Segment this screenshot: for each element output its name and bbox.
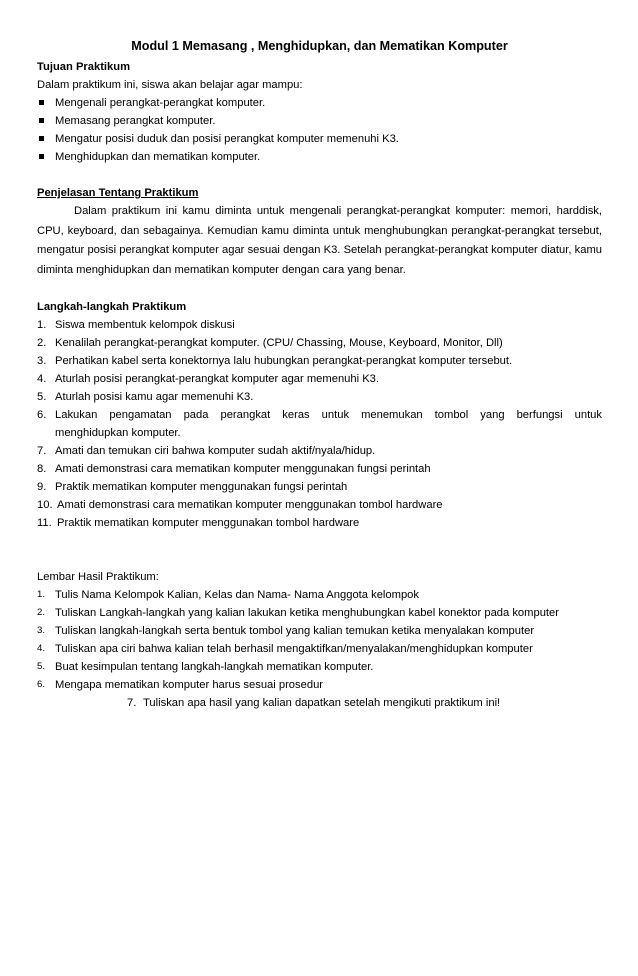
tujuan-item	[37, 112, 602, 130]
langkah-number: 6.	[37, 409, 47, 421]
langkah-number: 4.	[37, 373, 47, 385]
langkah-number: 1.	[37, 319, 47, 331]
langkah-item	[37, 334, 602, 352]
square-bullet-icon	[39, 154, 44, 159]
lembar-text: Tulis Nama Kelompok Kalian, Kelas dan Nama- Nama Anggota kelompok	[55, 589, 419, 601]
langkah-text-continuation: menghidupkan komputer.	[55, 427, 181, 439]
square-bullet-icon	[39, 100, 44, 105]
tujuan-item	[37, 148, 602, 166]
lembar-number: 2.	[37, 607, 46, 618]
square-bullet-icon	[39, 136, 44, 141]
langkah-item	[37, 352, 602, 370]
langkah-item	[37, 442, 602, 460]
lembar-item-last	[37, 694, 602, 712]
tujuan-item-text: Memasang perangkat komputer.	[55, 115, 216, 127]
lembar-item	[37, 622, 602, 640]
lembar-number: 5.	[37, 661, 46, 672]
lembar-number: 1.	[37, 589, 46, 600]
tujuan-item-text: Mengatur posisi duduk dan posisi perangkat komputer memenuhi K3.	[55, 133, 399, 145]
lembar-item	[37, 604, 602, 622]
langkah-item	[37, 514, 602, 532]
lembar-text: Tuliskan apa ciri bahwa kalian telah berhasil mengaktifkan/menyalakan/menghidupkan komputer	[55, 643, 533, 655]
langkah-item	[37, 496, 602, 514]
langkah-number: 10.	[37, 499, 53, 511]
langkah-item	[37, 388, 602, 406]
langkah-item	[37, 370, 602, 388]
langkah-item	[37, 460, 602, 478]
tujuan-item	[37, 94, 602, 112]
langkah-number: 9.	[37, 481, 47, 493]
langkah-number: 8.	[37, 463, 47, 475]
langkah-number: 11.	[37, 517, 52, 529]
lembar-item	[37, 658, 602, 676]
langkah-text: Aturlah posisi kamu agar memenuhi K3.	[55, 391, 254, 403]
langkah-number: 7.	[37, 445, 47, 457]
tujuan-list	[37, 94, 602, 166]
langkah-list	[37, 316, 602, 532]
lembar-item	[37, 640, 602, 658]
square-bullet-icon	[39, 118, 44, 123]
lembar-heading: Lembar Hasil Praktikum:	[37, 571, 159, 583]
langkah-text: Lakukan pengamatan pada perangkat keras untuk menemukan tombol yang berfungsi untuk	[55, 409, 602, 421]
lembar-number: 3.	[37, 625, 46, 636]
langkah-text: Amati dan temukan ciri bahwa komputer sudah aktif/nyala/hidup.	[55, 445, 376, 457]
tujuan-item-text: Mengenali perangkat-perangkat komputer.	[55, 97, 266, 109]
lembar-number: 6.	[37, 679, 46, 690]
lembar-text: Buat kesimpulan tentang langkah-langkah mematikan komputer.	[55, 661, 374, 673]
langkah-number: 5.	[37, 391, 47, 403]
penjelasan-paragraph: Dalam praktikum ini kamu diminta untuk mengenali perangkat-perangkat komputer: memori, harddisk, CPU, keyboard, dan sebagainya. Kemudian kamu diminta untuk menghubungkan perangkat-perangkat tersebut, mengatur posisi perangkat komputer agar sesuai dengan K3. Setelah perangkat-perangkat komputer diatur, kamu diminta menghidupkan dan mematikan komputer dengan cara yang benar.	[37, 205, 602, 276]
langkah-text: Aturlah posisi perangkat-perangkat komputer agar memenuhi K3.	[55, 373, 379, 385]
langkah-item	[37, 478, 602, 496]
langkah-text: Praktik mematikan komputer menggunakan tombol hardware	[57, 517, 360, 529]
langkah-text: Amati demonstrasi cara mematikan komputer menggunakan tombol hardware	[57, 499, 443, 511]
langkah-item	[37, 316, 602, 334]
lembar-text: Tuliskan apa hasil yang kalian dapatkan setelah mengikuti praktikum ini!	[143, 697, 501, 709]
lembar-list	[37, 586, 602, 694]
langkah-item	[37, 406, 602, 442]
langkah-text: Amati demonstrasi cara mematikan komputer menggunakan fungsi perintah	[55, 463, 431, 475]
lembar-text: Tuliskan Langkah-langkah yang kalian lakukan ketika menghubungkan kabel konektor pada komputer	[55, 607, 559, 619]
tujuan-heading: Tujuan Praktikum	[37, 61, 131, 73]
document-page	[37, 36, 602, 712]
langkah-text: Perhatikan kabel serta konektornya lalu hubungkan perangkat-perangkat komputer tersebut.	[55, 355, 513, 367]
langkah-text: Praktik mematikan komputer menggunakan fungsi perintah	[55, 481, 348, 493]
lembar-item	[37, 676, 602, 694]
langkah-number: 2.	[37, 337, 47, 349]
lembar-text: Mengapa mematikan komputer harus sesuai prosedur	[55, 679, 324, 691]
tujuan-item-text: Menghidupkan dan mematikan komputer.	[55, 151, 261, 163]
langkah-text: Kenalilah perangkat-perangkat komputer. (CPU/ Chassing, Mouse, Keyboard, Monitor, Dll)	[55, 337, 503, 349]
lembar-number: 4.	[37, 643, 46, 654]
penjelasan-heading: Penjelasan Tentang Praktikum	[37, 187, 199, 199]
langkah-text: Siswa membentuk kelompok diskusi	[55, 319, 235, 331]
langkah-heading: Langkah-langkah Praktikum	[37, 301, 187, 313]
page-title: Modul 1 Memasang , Menghidupkan, dan Mematikan Komputer	[131, 39, 508, 53]
lembar-number: 7.	[127, 697, 137, 709]
langkah-number: 3.	[37, 355, 47, 367]
tujuan-intro: Dalam praktikum ini, siswa akan belajar agar mampu:	[37, 79, 303, 91]
tujuan-item	[37, 130, 602, 148]
lembar-text: Tuliskan langkah-langkah serta bentuk tombol yang kalian temukan ketika menyalakan komputer	[55, 625, 535, 637]
lembar-item	[37, 586, 602, 604]
